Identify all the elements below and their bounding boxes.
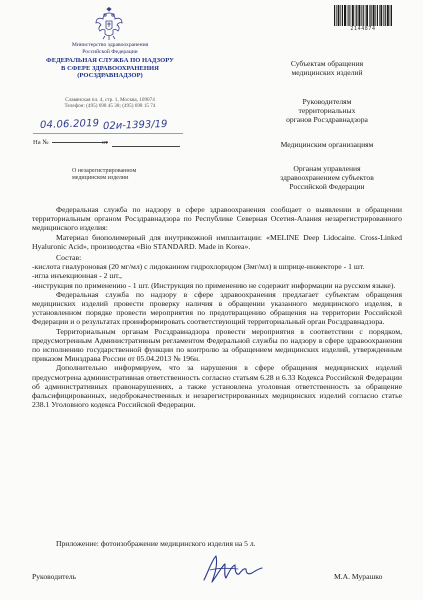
composition-item: -игла инъекционная - 2 шт., <box>32 271 122 281</box>
barcode-number: 2144874 <box>350 26 376 32</box>
body-paragraph: Федеральная служба по надзору в сфере здравоохранения сообщает о выявлении в обращении территориальным органом Росздравнадзора по Республике Северная Осетия-Алания незарегистрированного медицинского изделия: <box>32 205 402 233</box>
composition-label: Состав: <box>56 253 82 263</box>
signatory-name: М.А. Мурашко <box>334 572 383 581</box>
body-paragraph: Территориальным органам Росздравнадзора провести мероприятия в соответствии с порядком, предусмотренным Административным регламентом Федеральной службы по надзору в сфере здравоохранения по исполнению государственной функции по контролю за обращением медицинских изделий, утвержденным приказом Минздрава России от 05.04.2013 № 196н. <box>32 326 402 364</box>
letter-subject: О незарегистрированном медицинском изделии <box>72 168 137 181</box>
reference-date-label: от <box>102 139 109 146</box>
handwritten-signature <box>198 552 266 586</box>
service-address: Славянская пл. 4, стр. 1, Москва, 109074 Телефон: (495) 698 45 38; (495) 698 15 74 <box>64 97 156 110</box>
registration-number: 02и-1393/19 <box>102 118 168 133</box>
addressee-health-authorities: Органам управления здравоохранением субъектов Российской Федерации <box>280 164 374 191</box>
reference-date-rule <box>112 146 180 147</box>
body-paragraph: Федеральная служба по надзору в сфере здравоохранения предлагает субъектам обращения медицинских изделий провести проверку наличия в обращении указанного медицинского изделия, в установленном порядке провести мероприятия по предотвращению обращения на территории Российской Федерации и о результатах проинформировать соответствующий территориальный орган Росздравнадзора. <box>32 289 402 327</box>
body-paragraph: Дополнительно информируем, что за нарушения в сфере обращения медицинских изделий предусмотрена административная ответственность согласно статьям 6.28 и 6.33 Кодекса Российской Федерации об административных правонарушениях, а также установлена уголовная ответственность за обращение фальсифицированных, недоброкачественных и незарегистрированных медицинских изделий согласно статье 238.1 Уголовного кодекса Российской Федерации. <box>32 363 402 410</box>
addressee-subjects: Субъектам обращения медицинских изделий <box>290 59 364 77</box>
appendix-note: Приложение: фотоизображение медицинского изделия на 5 л. <box>56 539 256 548</box>
service-name: ФЕДЕРАЛЬНАЯ СЛУЖБА ПО НАДЗОРУ В СФЕРЕ ЗДРАВООХРАНЕНИЯ (РОСЗДРАВНАДЗОР) <box>46 57 174 80</box>
composition-item: -инструкция по применению - 1 шт. (Инструкция по применению не содержит информации на русском языке). <box>32 280 396 290</box>
addressee-territorial-heads: Руководителям территориальных органов Росздравнадзора <box>286 97 368 124</box>
composition-item: -кислота гиалуроновая (20 мг/мл) с лидокаином гидрохлоридом (3мг/мл) в шприце-инжекторе - 1 шт. <box>32 262 365 272</box>
body-paragraph: Материал биополимерный для внутрикожной имплантации: «MELINE Deep Lidocaine. Cross-Linked Hyaluronic Acid», производства «Bio STANDARD. Made in Korea». <box>32 232 402 251</box>
registration-date: 04.06.2019 <box>39 117 100 132</box>
barcode-icon <box>334 5 392 26</box>
ministry-name: Министерство здравоохранения Российской Федерации <box>71 42 149 55</box>
addressee-medical-orgs: Медицинским организациям <box>280 140 374 149</box>
letter-body <box>32 205 402 409</box>
coat-of-arms-icon <box>94 7 124 41</box>
reference-number-line: На № <box>33 139 111 146</box>
signatory-role: Руководитель <box>32 572 77 581</box>
